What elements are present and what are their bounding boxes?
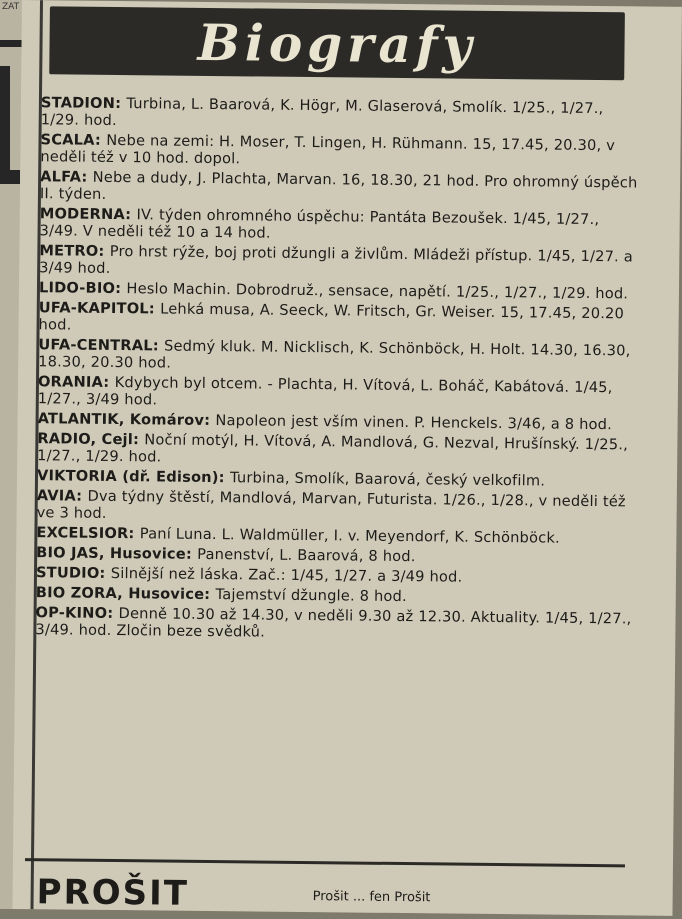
cinema-name: UFA-KAPITOL: xyxy=(38,299,155,318)
cinema-name: STADION: xyxy=(40,94,122,113)
showing-details: Denně 10.30 až 14.30, v neděli 9.30 až 12.30. Aktuality. 1/45, 1/27., 3/49. hod. Zločin beze svědků. xyxy=(35,605,632,641)
showing-details: Sedmý kluk. M. Nicklisch, K. Schönböck, H. Holt. 14.30, 16.30, 18.30, 20.30 hod. xyxy=(38,337,631,372)
cinema-entry xyxy=(39,279,639,302)
edge-mark xyxy=(0,170,20,184)
next-section-heading: PROŠIT xyxy=(36,872,190,914)
showing-details: IV. týden ohromného úspěchu: Pantáta Bezoušek. 1/45, 1/27., 3/49. V neděli též 10 a 14 hod. xyxy=(39,206,600,242)
newspaper-clipping xyxy=(12,0,681,916)
cinema-name: LIDO-BIO: xyxy=(38,279,122,298)
cinema-name: EXCELSIOR: xyxy=(36,524,135,543)
cinema-entry xyxy=(36,584,636,607)
section-title: Biografy xyxy=(197,12,477,75)
cinema-entry xyxy=(37,487,637,527)
cinema-entry xyxy=(36,524,636,547)
cinema-entry xyxy=(40,168,640,208)
cinema-entry xyxy=(36,564,636,587)
cinema-entry xyxy=(40,131,640,171)
next-section-subline: Prošit ... fen Prošit xyxy=(312,889,431,906)
cinema-name: UFA-CENTRAL: xyxy=(38,336,159,355)
showing-details: Silnější než láska. Zač.: 1/45, 1/27. a 3/49 hod. xyxy=(110,564,463,586)
section-header xyxy=(49,6,625,80)
showing-details: Napoleon jest vším vinen. P. Henckels. 3/46, a 8 hod. xyxy=(215,412,613,434)
cinema-name: ALFA: xyxy=(40,168,88,186)
showing-details: Heslo Machin. Dobrodruž., sensace, napětí. 1/25., 1/27., 1/29. hod. xyxy=(126,280,629,303)
cinema-name: SCALA: xyxy=(40,131,102,149)
showing-details: Turbina, Smolík, Baarová, český velkofilm. xyxy=(229,469,546,490)
cinema-entry xyxy=(37,467,637,490)
cinema-name: ATLANTIK, Komárov: xyxy=(37,410,211,429)
cinema-name: ORANIA: xyxy=(37,373,110,391)
edge-mark xyxy=(0,66,10,176)
cinema-entry xyxy=(41,94,641,134)
cinema-entry xyxy=(37,430,637,470)
bottom-rule xyxy=(25,858,625,867)
cinema-name: AVIA: xyxy=(36,487,83,505)
cinema-entry xyxy=(36,544,636,567)
cinema-name: BIO JAS, Husovice: xyxy=(36,544,193,563)
showing-details: Panenství, L. Baarová, 8 hod. xyxy=(197,545,416,566)
cinema-entry xyxy=(39,299,639,339)
cinema-entry xyxy=(38,373,638,413)
cinema-name: MODERNA: xyxy=(39,205,132,224)
cinema-name: RADIO, Cejl: xyxy=(37,430,140,449)
cinema-name: OP-KINO: xyxy=(35,604,114,622)
cinema-name: METRO: xyxy=(39,242,105,260)
cinema-entry xyxy=(39,242,639,282)
edge-mark xyxy=(0,40,24,47)
cinema-name: VIKTORIA (dř. Edison): xyxy=(36,467,225,487)
showing-details: Dva týdny štěstí, Mandlová, Marvan, Futurista. 1/26., 1/28., v neděli též ve 3 hod. xyxy=(36,487,626,522)
showing-details: Turbina, L. Baarová, K. Högr, M. Glaserová, Smolík. 1/25., 1/27., 1/29. hod. xyxy=(40,95,604,129)
cinema-entry xyxy=(38,336,638,376)
cinema-entry xyxy=(39,205,639,245)
showing-details: Kdybych byl otcem. - Plachta, H. Vítová, L. Boháč, Kabátová. 1/45, 1/27., 3/49 hod. xyxy=(37,373,613,409)
showing-details: Paní Luna. L. Waldmüller, I. v. Meyendorf, K. Schönböck. xyxy=(139,525,560,547)
page-edge-fragment: ZAT xyxy=(2,2,20,12)
showing-details: Tajemství džungle. 8 hod. xyxy=(215,586,407,606)
cinema-entry xyxy=(35,604,635,644)
cinema-name: BIO ZORA, Husovice: xyxy=(35,584,211,604)
showing-details: Pro hrst rýže, boj proti džungli a živlům. Mládeži přístup. 1/45, 1/27. a 3/49 hod. xyxy=(39,242,634,277)
showing-details: Lehká musa, A. Seeck, W. Fritsch, Gr. Weiser. 15, 17.45, 20.20 hod. xyxy=(38,300,625,334)
showing-details: Noční motýl, H. Vítová, A. Mandlová, G. Nezval, Hrušínský. 1/25., 1/27., 1/29. hod. xyxy=(37,431,629,466)
showing-details: Nebe na zemi: H. Moser, T. Lingen, H. Rühmann. 15, 17.45, 20.30, v neděli též v 10 hod. dopol. xyxy=(40,131,616,168)
cinema-entry xyxy=(38,410,638,433)
cinema-listings xyxy=(35,94,641,647)
showing-details: Nebe a dudy, J. Plachta, Marvan. 16, 18.30, 21 hod. Pro ohromný úspěch II. týden. xyxy=(39,168,638,203)
cinema-name: STUDIO: xyxy=(35,564,106,582)
